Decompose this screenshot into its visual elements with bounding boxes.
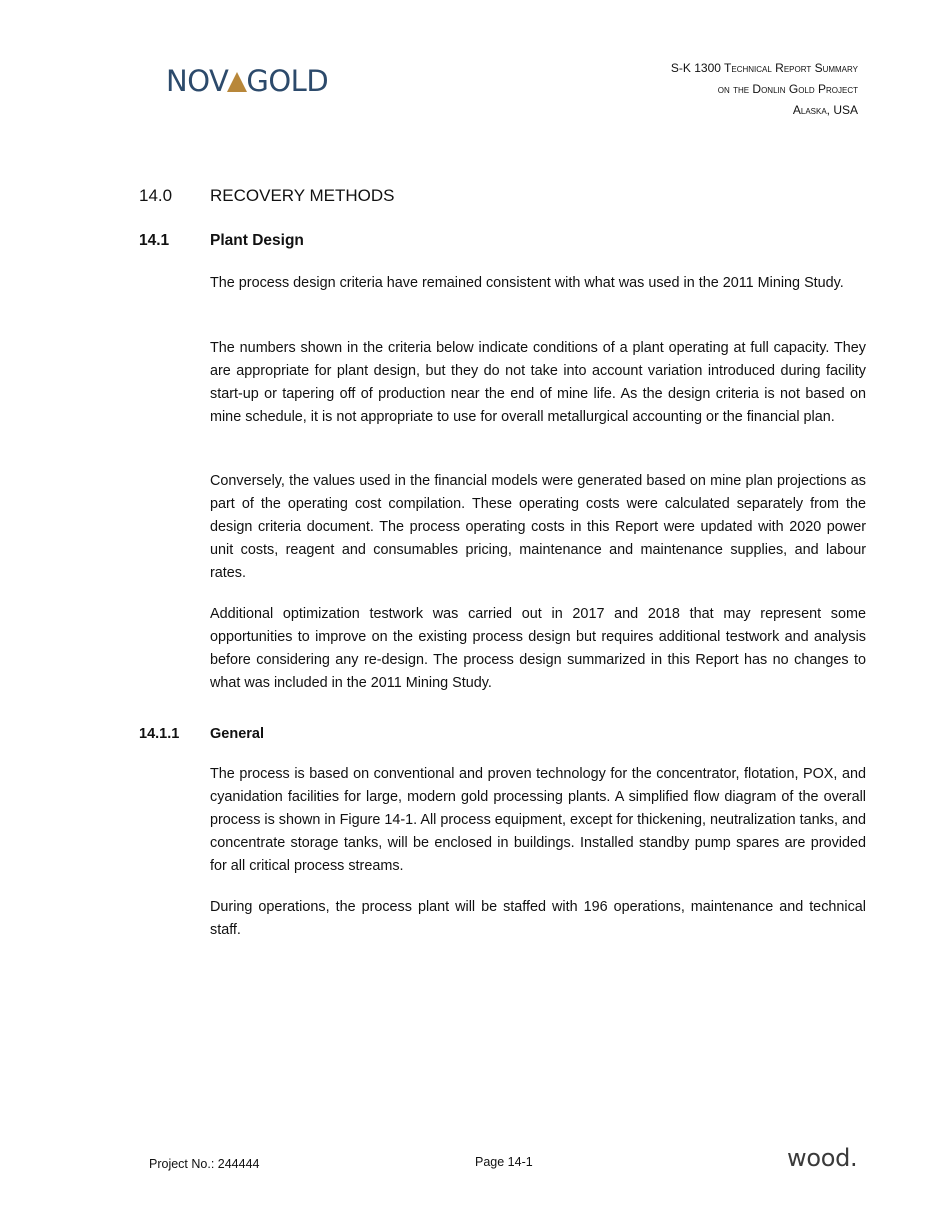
report-title-line3: Alaska, USA [792,103,858,117]
logo-text-right: GOLD [246,64,329,98]
paragraph: The process design criteria have remained consistent with what was used in the 2011 Mining Study. [210,275,844,291]
page-number: Page 14-1 [475,1155,533,1169]
paragraph: Additional optimization testwork was carried out in 2017 and 2018 that may represent some opportunities to improve on the existing process design but requires additional testwork and analysis before considering any re-design. The process design summarized in this Report has no changes to what was included in the 2011 Mining Study. [210,606,866,691]
paragraph: The numbers shown in the criteria below indicate conditions of a plant operating at full capacity. They are appropriate for plant design, but they do not take into account variation introduced during facility start-up or tapering off of production near the end of mine life. As the design criteria is not based on mine schedule, it is not appropriate to use for overall metallurgical accounting or the financial plan. [210,340,866,425]
logo-text-left: NOV [166,64,229,98]
section-title: General [210,726,264,742]
section-title: Plant Design [210,232,304,249]
logo-triangle-icon [227,72,247,92]
report-title-line2: on the Donlin Gold Project [717,82,858,96]
paragraph: During operations, the process plant will be staffed with 196 operations, maintenance and technical staff. [210,899,866,938]
section-number: 14.0 [139,186,173,205]
section-number: 14.1 [139,232,170,249]
project-number: Project No.: 244444 [149,1157,260,1171]
report-header [671,58,858,121]
paragraph: The process is based on conventional and proven technology for the concentrator, flotation, POX, and cyanidation facilities for large, modern gold processing plants. A simplified flow diagram of the overall process is shown in Figure 14-1. All process equipment, except for thickening, neutralization tanks, and concentrate storage tanks, will be enclosed in buildings. Installed standby pump spares are provided for all critical process streams. [210,766,866,874]
section-number: 14.1.1 [139,726,180,742]
paragraph: Conversely, the values used in the financial models were generated based on mine plan projections as part of the operating cost compilation. These operating costs were calculated separately from the design criteria document. The process operating costs in this Report were updated with 2020 power unit costs, reagent and consumables pricing, maintenance and maintenance supplies, and labour rates. [210,473,866,581]
section-title: RECOVERY METHODS [210,186,395,205]
report-title-line1: S-K 1300 Technical Report Summary [670,61,858,75]
novagold-logo [166,64,328,98]
wood-logo: wood. [787,1144,858,1172]
